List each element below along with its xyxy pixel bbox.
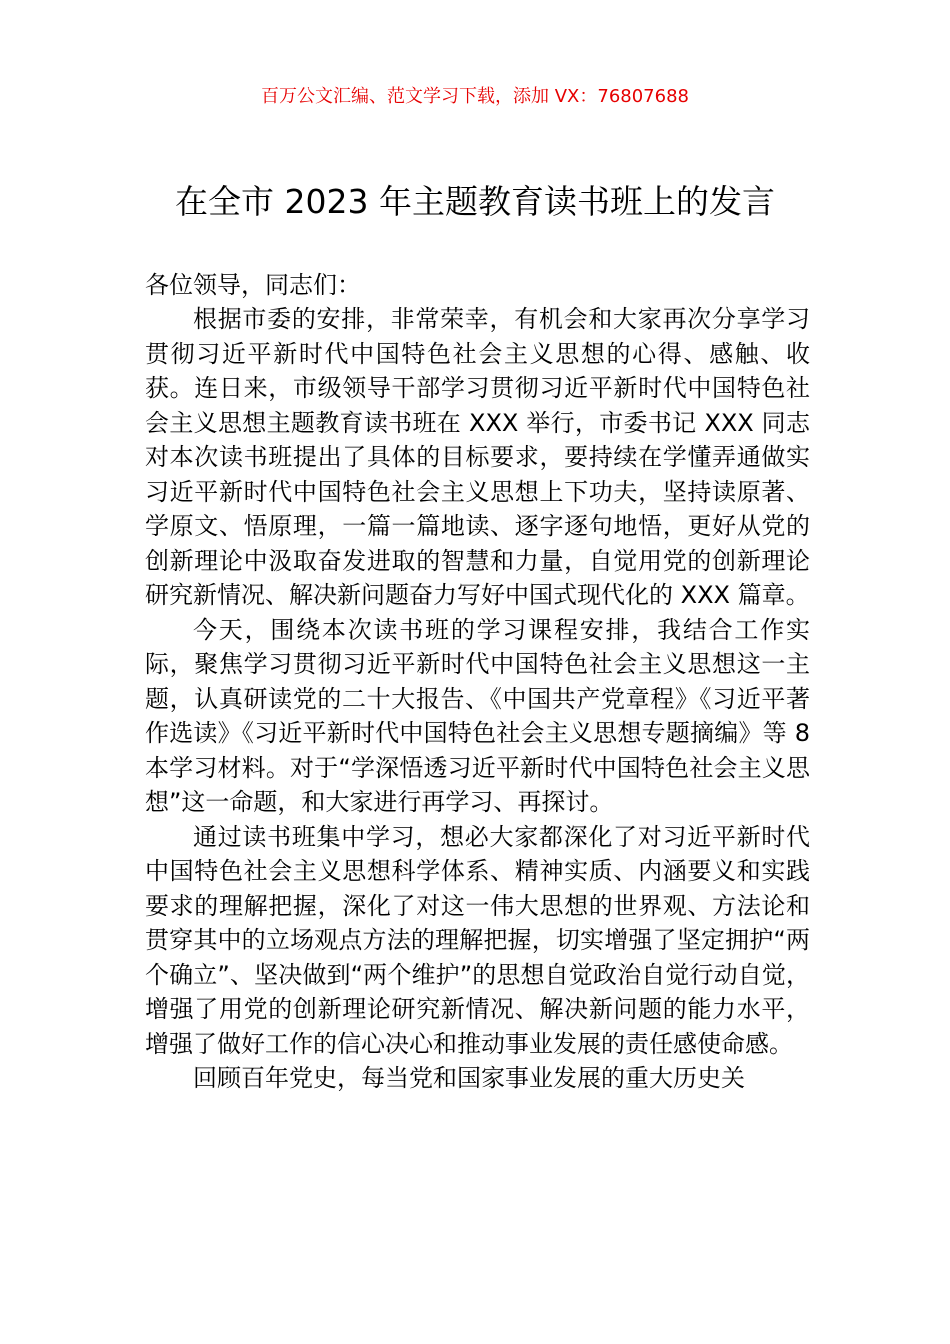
document-body — [145, 268, 810, 1096]
header-note: 百万公文汇编、范文学习下载，添加 VX：76807688 — [261, 86, 689, 107]
document-title: 在全市 2023 年主题教育读书班上的发言 — [175, 182, 775, 221]
paragraph-2: 今天，围绕本次读书班的学习课程安排，我结合工作实际，聚焦学习贯彻习近平新时代中国特色社会主义思想这一主题，认真研读党的二十大报告、《中国共产党章程》《习近平著作选读》《习近平新时代中国特色社会主义思想专题摘编》等 8 本学习材料。对于“学深悟透习近平新时代中国特色社会主义思想”这一命题，和大家进行再学习、再探讨。 — [145, 615, 810, 816]
paragraph-3: 通过读书班集中学习，想必大家都深化了对习近平新时代中国特色社会主义思想科学体系、精神实质、内涵要义和实践要求的理解把握，深化了对这一伟大思想的世界观、方法论和贯穿其中的立场观点方法的理解把握，切实增强了坚定拥护“两个确立”、坚决做到“两个维护”的思想自觉政治自觉行动自觉，增强了用党的创新理论研究新情况、解决新问题的能力水平，增强了做好工作的信心决心和推动事业发展的责任感使命感。 — [145, 822, 810, 1058]
paragraph-1: 根据市委的安排，非常荣幸，有机会和大家再次分享学习贯彻习近平新时代中国特色社会主义思想的心得、感触、收获。连日来，市级领导干部学习贯彻习近平新时代中国特色社会主义思想主题教育读书班在 XXX 举行，市委书记 XXX 同志对本次读书班提出了具体的目标要求，要持续在学懂弄通做实习近平新时代中国特色社会主义思想上下功夫，坚持读原著、学原文、悟原理，一篇一篇地读、逐字逐句地悟，更好从党的创新理论中汲取奋发进取的智慧和力量，自觉用党的创新理论研究新情况、解决新问题奋力写好中国式现代化的 XXX 篇章。 — [145, 305, 810, 609]
salutation: 各位领导，同志们： — [145, 271, 361, 299]
paragraph-4: 回顾百年党史，每当党和国家事业发展的重大历史关 — [193, 1064, 745, 1092]
